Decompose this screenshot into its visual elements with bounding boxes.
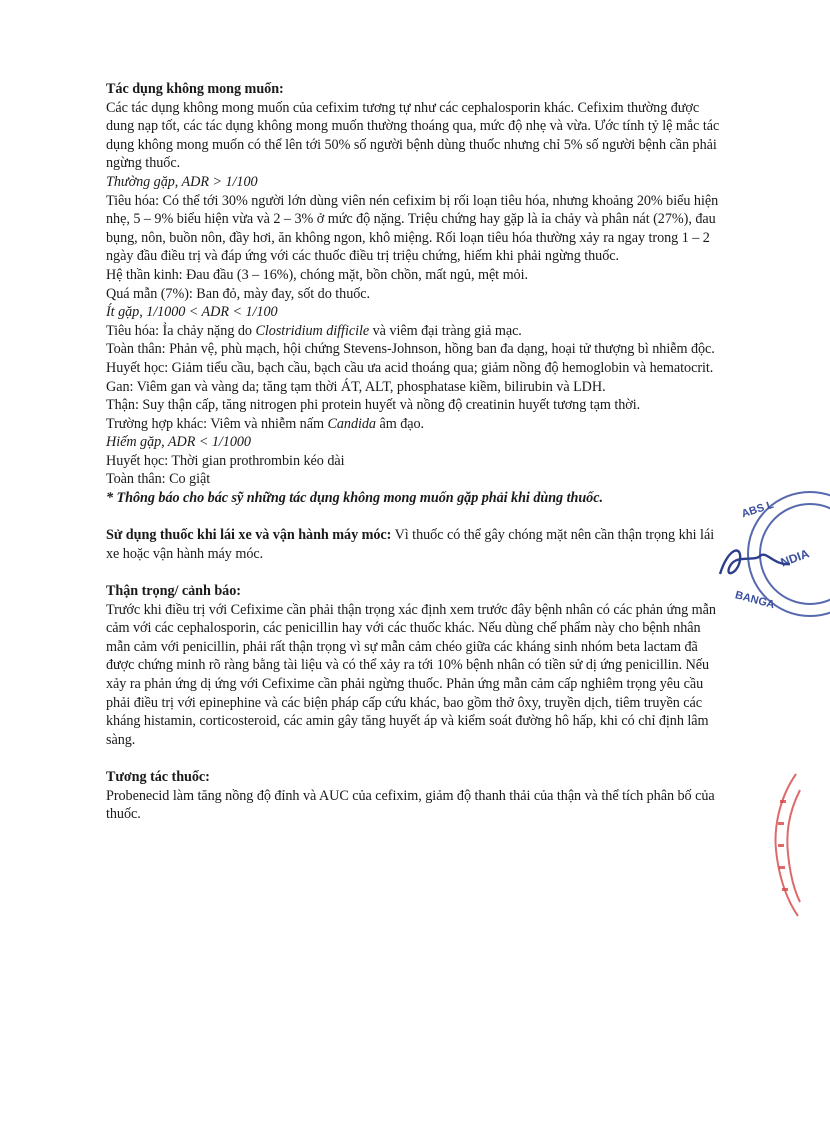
common-item-allergy: Quá mẫn (7%): Ban đỏ, mày đay, sốt do thuốc. [106, 285, 371, 302]
company-stamp [720, 482, 830, 632]
stamp-text-top: ABS L [740, 498, 776, 521]
uncommon-other-post: âm đạo. [375, 415, 425, 432]
red-stamp-fragment [760, 770, 800, 920]
common-heading: Thường gặp, ADR > 1/100 [106, 173, 258, 190]
organism-clostridium: Clostridium difficile [255, 322, 370, 339]
uncommon-item-kidney: Thận: Suy thận cấp, tăng nitrogen phi protein huyết và nồng độ creatinin huyết tương tạm thời. [106, 397, 641, 414]
uncommon-item-other [106, 415, 726, 434]
adr-notice: * Thông báo cho bác sỹ những tác dụng không mong muốn gặp phải khi dùng thuốc. [106, 490, 603, 507]
rare-item-systemic: Toàn thân: Co giật [106, 471, 211, 488]
common-item-git: Tiêu hóa: Có thể tới 30% người lớn dùng viên nén cefixim bị rối loạn tiêu hóa, nhưng khoảng 20% biểu hiện nhẹ, 5 – 9% biểu hiện vừa và 2 – 3% ở mức độ nặng. Triệu chứng hay gặp là ỉa chảy và phân nát (27%), đau bụng, nôn, buồn nôn, đầy hơi, ăn không ngon, khô miệng. Rối loạn tiêu hóa thường xảy ra ngay trong 1 – 2 ngày đầu điều trị và đáp ứng với các thuốc điều trị triệu chứng, hiếm khi phải ngừng thuốc. [106, 192, 719, 265]
interactions-title: Tương tác thuốc: [106, 768, 210, 785]
uncommon-item-git [106, 322, 726, 341]
stamp-text-bottom: BANGA [733, 589, 776, 612]
precautions-text: Trước khi điều trị với Cefixime cần phải thận trọng xác định xem trước đây bệnh nhân có các phản ứng mẫn cảm với các cephalosporin, các penicillin hay với các thuốc khác. Nếu dùng chế phẩm này cho bệnh nhân mẫn cảm với penicillin, phải rất thận trọng vì sự mẫn cảm chéo giữa các kháng sinh nhóm beta lactam đã được chứng minh rõ ràng bằng tài liệu và có thể xảy ra tới 10% bệnh nhân có tiền sử dị ứng penicillin. Nếu xảy ra phản ứng dị ứng với Cefixime cần phải ngừng thuốc. Phản ứng mẫn cảm cấp nghiêm trọng yêu cầu phải điều trị với epinephine và các biện pháp cấp cứu khác, bao gồm thở ôxy, truyền dịch, tiêm truyền các kháng histamin, corticosteroid, các amin gây tăng huyết áp và kiểm soát đường hô hấp, khi có chỉ định lâm sàng. [106, 601, 716, 748]
uncommon-heading: Ít gặp, 1/1000 < ADR < 1/100 [106, 304, 278, 321]
adr-intro: Các tác dụng không mong muốn của cefixim tương tự như các cephalosporin khác. Cefixim thường được dung nạp tốt, các tác dụng không mong muốn thường thoáng qua, mức độ nhẹ và vừa. Ước tính tỷ lệ mắc tác dụng không mong muốn có thể lên tới 50% số người bệnh dùng thuốc nhưng chỉ 5% số người bệnh cần phải ngừng thuốc. [106, 99, 720, 172]
organism-candida: Candida [327, 415, 376, 432]
uncommon-item-liver: Gan: Viêm gan và vàng da; tăng tạm thời ÁT, ALT, phosphatase kiềm, bilirubin và LDH. [106, 378, 606, 395]
document-body [106, 80, 726, 824]
rare-heading: Hiếm gặp, ADR < 1/1000 [106, 434, 251, 451]
interactions-text: Probenecid làm tăng nồng độ đỉnh và AUC của cefixim, giảm độ thanh thải của thận và thể tích phân bố của thuốc. [106, 787, 715, 823]
signature-mark [720, 551, 790, 574]
uncommon-item-systemic: Toàn thân: Phản vệ, phù mạch, hội chứng Stevens-Johnson, hồng ban đa dạng, hoại tử thượng bì nhiễm độc. [106, 341, 715, 358]
uncommon-git-pre: Tiêu hóa: Ỉa chảy nặng do [106, 322, 256, 339]
stamp-text-mid: NDIA [778, 546, 812, 570]
driving-paragraph [106, 526, 726, 563]
rare-item-blood: Huyết học: Thời gian prothrombin kéo dài [106, 452, 345, 469]
adr-title: Tác dụng không mong muốn: [106, 81, 284, 97]
precautions-title: Thận trọng/ cảnh báo: [106, 583, 241, 600]
uncommon-item-blood: Huyết học: Giảm tiểu cầu, bạch cầu, bạch cầu ưa acid thoáng qua; giảm nồng độ hemoglobin và hematocrit. [106, 359, 714, 376]
uncommon-other-pre: Trường hợp khác: Viêm và nhiễm nấm [106, 415, 328, 432]
uncommon-git-post: và viêm đại tràng giả mạc. [369, 322, 522, 339]
common-item-nervous: Hệ thần kinh: Đau đầu (3 – 16%), chóng mặt, bồn chồn, mất ngủ, mệt mỏi. [106, 266, 528, 283]
driving-title: Sử dụng thuốc khi lái xe và vận hành máy móc: [106, 527, 392, 544]
driving-text: Vì thuốc có thể gây chóng mặt nên cần thận trọng khi lái xe hoặc vận hành máy móc. [106, 527, 715, 562]
